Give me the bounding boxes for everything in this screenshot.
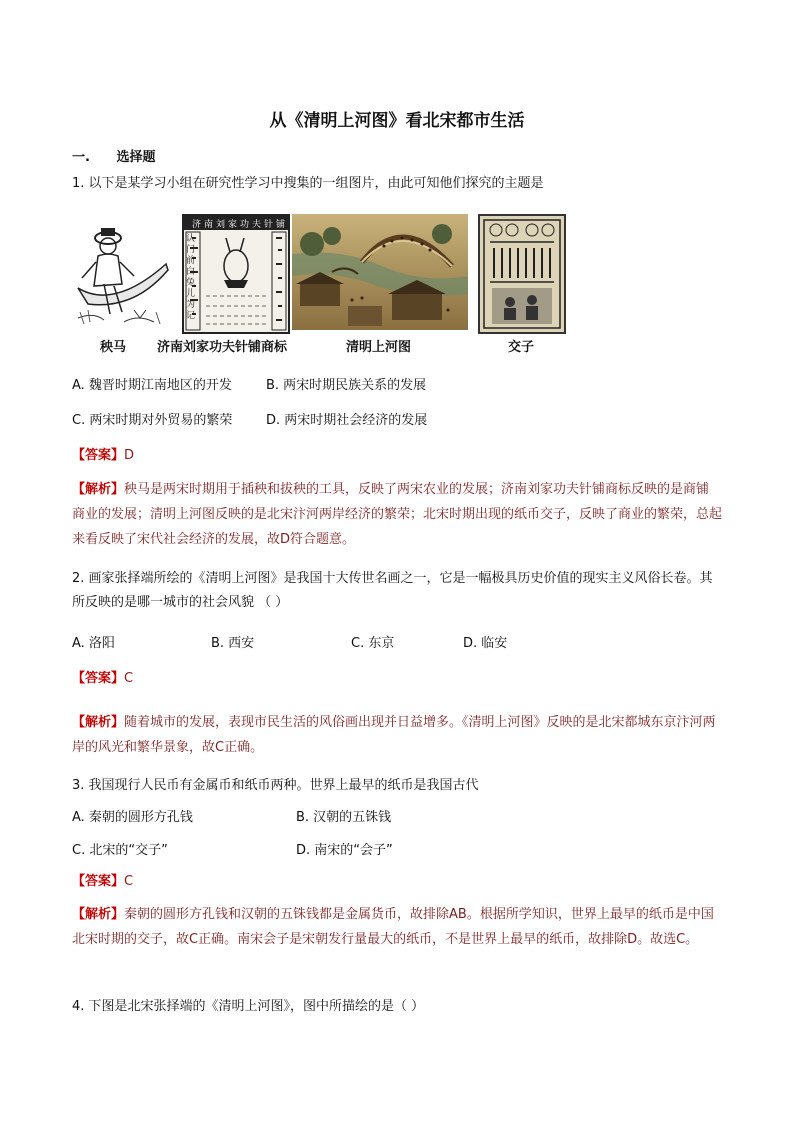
q1-option-d[interactable]: D. 两宋时期社会经济的发展 <box>266 413 428 428</box>
q1-explanation <box>72 477 722 552</box>
section-label: 选择题 <box>116 150 156 165</box>
q3-option-d[interactable]: D. 南宋的“会子” <box>296 843 393 858</box>
needle-shop-trademark-image <box>182 214 290 334</box>
answer-value: C <box>124 874 134 889</box>
answer-label: 【答案】 <box>72 874 125 889</box>
caption-yangma: 秧马 <box>100 340 127 355</box>
caption-jiaozi: 交子 <box>508 340 535 355</box>
caption-needle-shop: 济南刘家功夫针铺商标 <box>157 340 288 355</box>
explanation-text: 秦朝的圆形方孔钱和汉朝的五铢钱都是金属货币，故排除AB。根据所学知识，世界上最早的纸币是中国北宋时期的交子，故C正确。南宋会子是宋朝发行量最大的纸币，不是世界上最早的纸币，故排除D。故选C。 <box>72 907 714 947</box>
q4-stem: 4. 下图是北宋张择端的《清明上河图》，图中所描绘的是（ ） <box>72 999 425 1014</box>
explanation-text: 秧马是两宋时期用于插秧和拔秧的工具，反映了两宋农业的发展；济南刘家功夫针铺商标反映的是商铺商业的发展；清明上河图反映的是北宋汴河两岸经济的繁荣；北宋时期出现的纸币交子，反映了商业的繁荣，总起来看反映了宋代社会经济的发展，故D符合题意。 <box>72 482 723 547</box>
q2-option-c[interactable]: C. 东京 <box>351 636 395 651</box>
yangma-image <box>74 214 172 330</box>
q1-option-b[interactable]: B. 两宋时期民族关系的发展 <box>266 378 427 393</box>
q3-option-a[interactable]: A. 秦朝的圆形方孔钱 <box>72 810 193 825</box>
answer-label: 【答案】 <box>72 448 125 463</box>
q1-option-a[interactable]: A. 魏晋时期江南地区的开发 <box>72 378 232 393</box>
q1-option-c[interactable]: C. 两宋时期对外贸易的繁荣 <box>72 413 233 428</box>
page-title: 从《清明上河图》看北宋都市生活 <box>269 111 525 131</box>
q3-answer <box>72 870 133 889</box>
q1-answer <box>72 444 134 463</box>
answer-value: D <box>124 448 135 463</box>
trademark-header-text: 济南刘家功夫针铺 <box>192 220 289 230</box>
jiaozi-banknote-image <box>478 214 566 334</box>
trademark-side-text: 认门前白兔儿为记 <box>186 234 196 321</box>
section-number: 一. <box>72 150 90 165</box>
explanation-label: 【解析】 <box>72 482 125 497</box>
q3-option-b[interactable]: B. 汉朝的五铢钱 <box>296 810 392 825</box>
q3-stem: 3. 我国现行人民币有金属币和纸币两种。世界上最早的纸币是我国古代 <box>72 778 479 793</box>
explanation-label: 【解析】 <box>72 715 125 730</box>
section-heading <box>72 146 156 165</box>
qingming-scroll-image <box>292 214 468 330</box>
q2-option-b[interactable]: B. 西安 <box>211 636 255 651</box>
answer-value: C <box>124 671 134 686</box>
q1-stem: 1. 以下是某学习小组在研究性学习中搜集的一组图片，由此可知他们探究的主题是 <box>72 176 544 191</box>
q2-stem: 2. 画家张择端所绘的《清明上河图》是我国十大传世名画之一，它是一幅极具历史价值的现实主义风俗长卷。其所反映的是哪一城市的社会风貌 （ ） <box>72 571 713 610</box>
q3-explanation <box>72 902 722 952</box>
explanation-text: 随着城市的发展，表现市民生活的风俗画出现并日益增多。《清明上河图》反映的是北宋都城东京汴河两岸的风光和繁华景象，故C正确。 <box>72 715 716 755</box>
q2-explanation <box>72 710 722 760</box>
caption-qingming: 清明上河图 <box>346 340 412 355</box>
q2-answer <box>72 667 133 686</box>
q2-option-a[interactable]: A. 洛阳 <box>72 636 115 651</box>
q2-option-d[interactable]: D. 临安 <box>463 636 508 651</box>
explanation-label: 【解析】 <box>72 907 125 922</box>
answer-label: 【答案】 <box>72 671 125 686</box>
q3-option-c[interactable]: C. 北宋的“交子” <box>72 843 168 858</box>
